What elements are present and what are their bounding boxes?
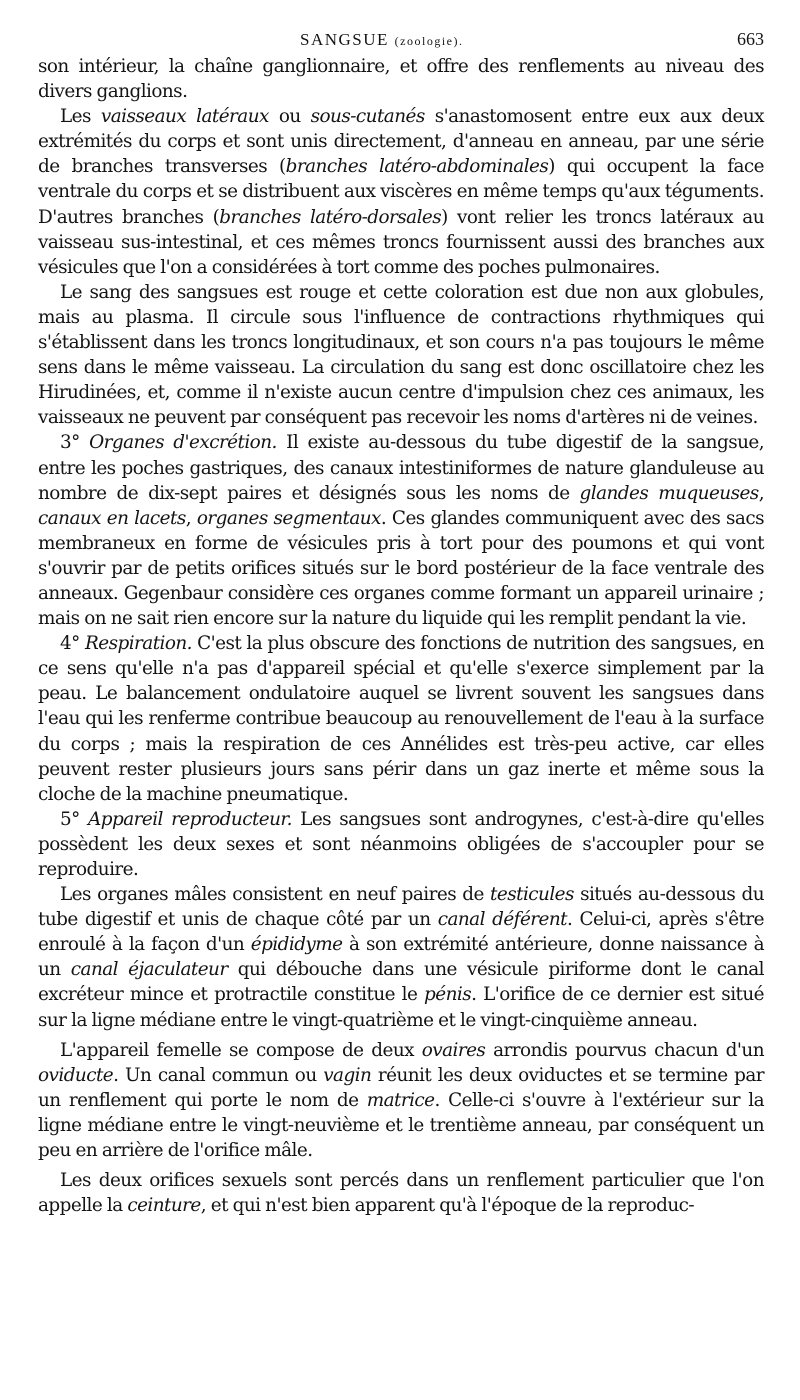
- italic-term: ceinture: [127, 1195, 201, 1217]
- text-run: . L'orifice de ce dernier est situé sur la ligne médiane entre le vingt-quatrième et le vingt-cinquième anneau.: [38, 984, 764, 1031]
- text-run: Les: [60, 106, 101, 128]
- text-run: à son extrémité antérieure, donne naissance à un: [38, 934, 764, 981]
- paragraph-p5: [38, 807, 764, 882]
- page-number: 663: [737, 29, 764, 49]
- text-run: qui débouche dans une vésicule piriforme dont le canal excréteur mince et protractile constitue le: [38, 959, 764, 1006]
- paragraph-p4: [38, 631, 764, 807]
- italic-term: branches latéro-dorsales: [219, 206, 442, 228]
- text-run: Les organes mâles consistent en neuf paires de: [60, 884, 491, 906]
- italic-term: sous-cutanés: [310, 106, 425, 128]
- header-subtitle: (zoologie).: [394, 34, 464, 48]
- text-run: situés au-dessous du tube digestif et unis de chaque côté par un: [38, 884, 764, 931]
- text-run: son intérieur, la chaîne ganglionnaire, et offre des renflements au niveau des divers ganglions.: [38, 56, 764, 103]
- text-run: arrondis pourvus chacun d'un: [485, 1039, 764, 1061]
- text-run: Les sangsues sont androgynes, c'est-à-dire qu'elles possèdent les deux sexes et sont néanmoins obligées de s'accoupler pour se reproduire.: [38, 808, 765, 880]
- text-run: . Celle-ci s'ouvre à l'extérieur sur la ligne médiane entre le vingt-neuvième et le trentième anneau, par conséquent un peu en arrière de l'orifice mâle.: [38, 1089, 764, 1162]
- text-run: ) qui occupent la face ventrale du corps et se distribuent aux viscères en même temps qu'aux téguments. D'autres branches (: [38, 156, 764, 228]
- text-run: réunit les deux oviductes et se termine par un renflement qui porte le nom de: [38, 1064, 764, 1111]
- italic-term: ovaires: [421, 1039, 486, 1061]
- paragraph-p2: [38, 280, 764, 431]
- text-run: . Ces glandes communiquent avec des sacs membraneux en forme de vésicules pris à tort pour des poumons et qui vont s'ouvrir par de petits orifices situés sur le bord postérieur de la face ventrale des anneaux. Gegenbaur considère ces organes comme formant un appareil urinaire ; mais on ne sait rien encore sur la nature du liquide qui les remplit pendant la vie.: [38, 507, 764, 630]
- italic-term: matrice: [366, 1089, 435, 1111]
- paragraph-p3: [38, 430, 764, 631]
- italic-term: glandes muqueuses: [579, 482, 759, 504]
- text-run: ) vont relier les troncs latéraux au vaisseau sus-intestinal, et ces mêmes troncs fournissent aussi des branches aux vésicules que l'on a considérées à tort comme des poches pulmonaires.: [38, 206, 765, 278]
- text-run: . Celui-ci, après s'être enroulé à la façon d'un: [38, 909, 764, 956]
- italic-term: vagin: [323, 1064, 372, 1086]
- text-run: C'est la plus obscure des fonctions de nutrition des sangsues, en ce sens qu'elle n'a pas d'appareil spécial et qu'elle s'exerce simplement par la peau. Le balancement ondulatoire auquel se livrent souvent les sangsues dans l'eau qui les renferme contribue beaucoup au renouvellement de l'eau à la surface du corps ; mais la respiration de ces Annélides est très-peu active, car elles peuvent rester plusieurs jours sans périr dans un gaz inerte et même sous la cloche de la machine pneumatique.: [38, 633, 764, 805]
- paragraph-p8: [38, 1168, 764, 1218]
- text-run: ,: [758, 482, 764, 504]
- body-text: [38, 54, 764, 1218]
- header-title-group: [300, 30, 463, 50]
- text-run: 3°: [60, 432, 90, 454]
- text-run: Les deux orifices sexuels sont percés dans un renflement particulier que l'on appelle la: [38, 1170, 764, 1217]
- text-run: , et qui n'est bien apparent qu'à l'époque de la reproduc-: [200, 1195, 695, 1217]
- text-run: 4°: [60, 633, 85, 655]
- paragraph-p6: [38, 882, 764, 1033]
- book-page: [38, 26, 764, 1218]
- text-run: L'appareil femelle se compose de deux: [60, 1039, 422, 1061]
- text-run: 5°: [60, 808, 89, 830]
- text-run: s'anastomosent entre eux aux deux extrémités du corps et sont unis directement, d'anneau en anneau, par une série de branches transverses (: [38, 106, 764, 178]
- text-run: Il existe au-dessous du tube digestif de la sangsue, entre les poches gastriques, des canaux intestiniformes de nature glanduleuse au nombre de dix-sept paires et désignés sous les noms de: [38, 432, 765, 504]
- italic-term: vaisseaux latéraux: [100, 106, 269, 128]
- italic-term: canal déférent: [437, 909, 567, 931]
- italic-term: organes segmentaux: [196, 507, 381, 529]
- italic-term: canaux en lacets: [38, 507, 186, 529]
- italic-term: épididyme: [250, 934, 343, 956]
- italic-term: Respiration.: [84, 633, 192, 655]
- running-header: [38, 26, 764, 54]
- italic-term: canal éjaculateur: [70, 959, 228, 981]
- italic-term: branches latéro-abdominales: [285, 156, 549, 178]
- italic-term: Organes d'excrétion.: [89, 432, 277, 454]
- italic-term: pénis: [424, 984, 472, 1006]
- header-title: SANGSUE: [300, 30, 389, 49]
- paragraph-p0: [38, 54, 764, 104]
- italic-term: oviducte: [38, 1064, 114, 1086]
- paragraph-p1: [38, 104, 764, 280]
- paragraph-p7: [38, 1038, 764, 1163]
- text-run: ou: [268, 106, 311, 128]
- italic-term: Appareil reproducteur.: [88, 808, 292, 830]
- italic-term: testicules: [490, 884, 574, 906]
- text-run: . Un canal commun ou: [113, 1064, 324, 1086]
- text-run: Le sang des sangsues est rouge et cette coloration est due non aux globules, mais au plasma. Il circule sous l'influence de contractions rhythmiques qui s'établissent dans les troncs longitudinaux, et son cours n'a pas toujours le même sens dans le même vaisseau. La circulation du sang est donc oscillatoire chez les Hirudinées, et, comme il n'existe aucun centre d'impulsion chez ces animaux, les vaisseaux ne peuvent par conséquent pas recevoir les noms d'artères ni de veines.: [38, 281, 764, 429]
- text-run: ,: [185, 507, 197, 529]
